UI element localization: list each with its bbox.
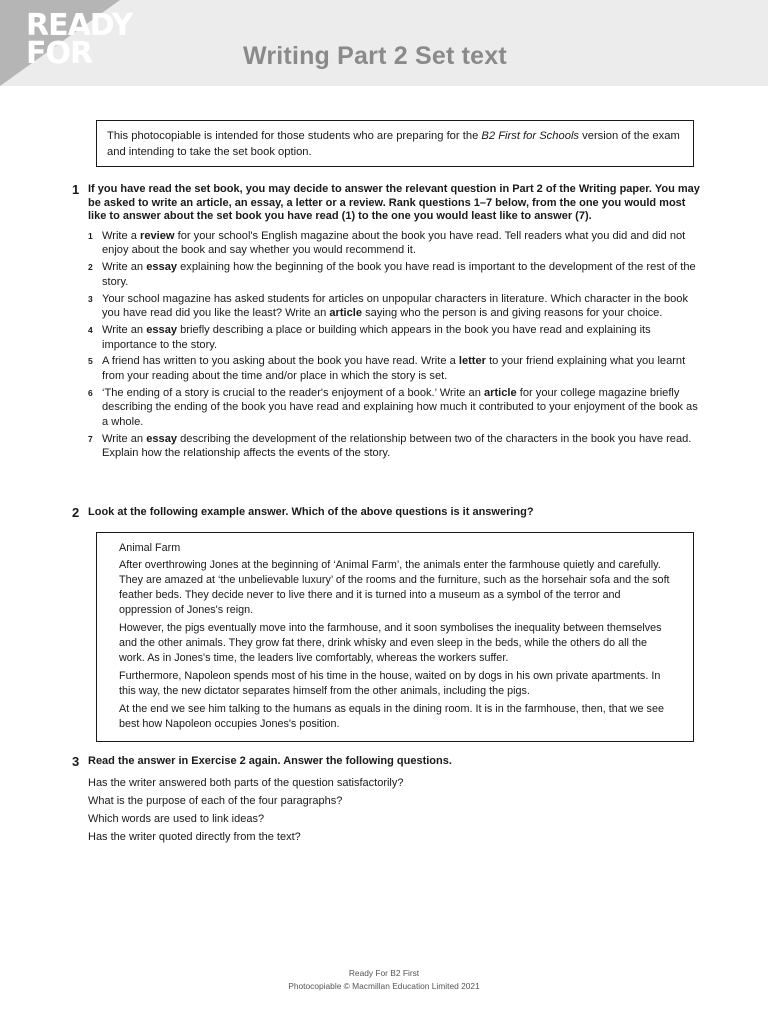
answer-paragraph: At the end we see him talking to the humans as equals in the dining room. It is in the farmhouse, then, that we see best how Napoleon occupies Jones's position. — [119, 703, 664, 730]
question-number: 4 — [88, 324, 93, 335]
list-item: Which words are used to link ideas? — [88, 812, 265, 825]
list-item: What is the purpose of each of the four paragraphs? — [88, 794, 343, 807]
exercise-1 — [72, 182, 700, 463]
ready-for-logo — [26, 8, 133, 71]
footer-copyright: Photocopiable © Macmillan Education Limited 2021 — [288, 981, 480, 991]
list-item: Has the writer answered both parts of the question satisfactorily? — [88, 776, 404, 789]
question-item: 2 Write an essay explaining how the beginning of the book you have read is important to the development of the rest of the story. — [88, 261, 696, 288]
intro-text-italic: B2 First for Schools — [481, 130, 580, 142]
question-item: 6 ‘The ending of a story is crucial to the reader's enjoyment of a book.’ Write an article for your college magazine briefly describing the ending of the book you have read and explaining how much it contributed to your enjoyment of the book as a whole. — [88, 386, 698, 428]
list-item: Has the writer quoted directly from the text? — [88, 830, 301, 843]
question-item: 4 Write an essay briefly describing a place or building which appears in the book you have read and explaining its importance to the story. — [88, 323, 651, 351]
exercise-1-heading: If you have read the set book, you may decide to answer the relevant question in Part 2 of the Writing paper. You may be asked to write an article, an essay, a letter or a review. Rank questions 1–7 below, from the one you would most like to answer about the set book you have read (1) to the one you would least like to answer (7). — [88, 183, 700, 223]
answer-title: Animal Farm — [119, 542, 181, 554]
question-number: 5 — [88, 356, 93, 367]
page-title: Writing Part 2 Set text — [243, 42, 507, 70]
exercise-2 — [72, 505, 700, 520]
question-number: 1 — [88, 230, 93, 241]
logo-line-1: READY — [26, 8, 133, 43]
exercise-3-number: 3 — [72, 754, 80, 769]
footer-book-title: Ready For B2 First — [348, 968, 420, 978]
page-footer — [0, 967, 768, 993]
exercise-2-heading: Look at the following example answer. Which of the above questions is it answering? — [88, 506, 534, 518]
logo-line-2: FOR — [26, 36, 93, 71]
page-header — [0, 0, 768, 86]
intro-text-start: This photocopiable is intended for those students who are preparing for the — [107, 130, 482, 142]
question-item: 3 Your school magazine has asked students for articles on unpopular characters in literature. Which character in the book you have read did you like the least? Write an article saying who the person is and giving reasons for your choice. — [88, 292, 689, 320]
exercise-3 — [72, 754, 700, 846]
exercise-1-question-list — [88, 229, 700, 461]
intro-box — [96, 120, 694, 167]
example-answer-box — [96, 532, 694, 742]
question-number: 3 — [88, 293, 93, 304]
question-item: 7 Write an essay describing the development of the relationship between two of the characters in the book you have read. Explain how the relationship affects the events of the story. — [88, 432, 692, 460]
answer-paragraph: However, the pigs eventually move into the farmhouse, and it soon symbolises the inequality between themselves and the other animals. They grow fat there, drink whisky and even sleep in the beds, while the others do all the work. As in Jones's time, the leaders live comfortably, whereas the workers suffer. — [119, 622, 662, 664]
question-number: 6 — [88, 387, 93, 398]
question-number: 7 — [88, 433, 93, 444]
exercise-1-number: 1 — [72, 182, 80, 197]
exercise-2-number: 2 — [72, 505, 80, 520]
question-item: 1 Write a review for your school's English magazine about the book you have read. Tell readers what you did and did not enjoy about the book and say whether you would recommend it. — [88, 229, 686, 257]
exercise-3-heading: Read the answer in Exercise 2 again. Answer the following questions. — [88, 755, 452, 767]
answer-paragraph: Furthermore, Napoleon spends most of his time in the house, waited on by dogs in his own private apartments. In this way, the new dictator separates himself from the other animals, including the pigs. — [119, 670, 661, 697]
question-number: 2 — [88, 262, 93, 273]
exercise-3-question-list — [88, 774, 700, 846]
question-item: 5 A friend has written to you asking about the book you have read. Write a letter to your friend explaining what you learnt from your reading about the time and/or place in which the story is set. — [88, 355, 686, 382]
answer-paragraph: After overthrowing Jones at the beginning of ‘Animal Farm’, the animals enter the farmhouse quietly and carefully. They are amazed at ‘the unbelievable luxury’ of the rooms and the furniture, such as the horsehair sofa and the soft feather beds. They decide never to live there and it is turned into a museum as a symbol of the terror and oppression of Jones's reign. — [119, 559, 670, 616]
intro-text-end: version of the exam and intending to take the set book option. — [107, 130, 680, 158]
